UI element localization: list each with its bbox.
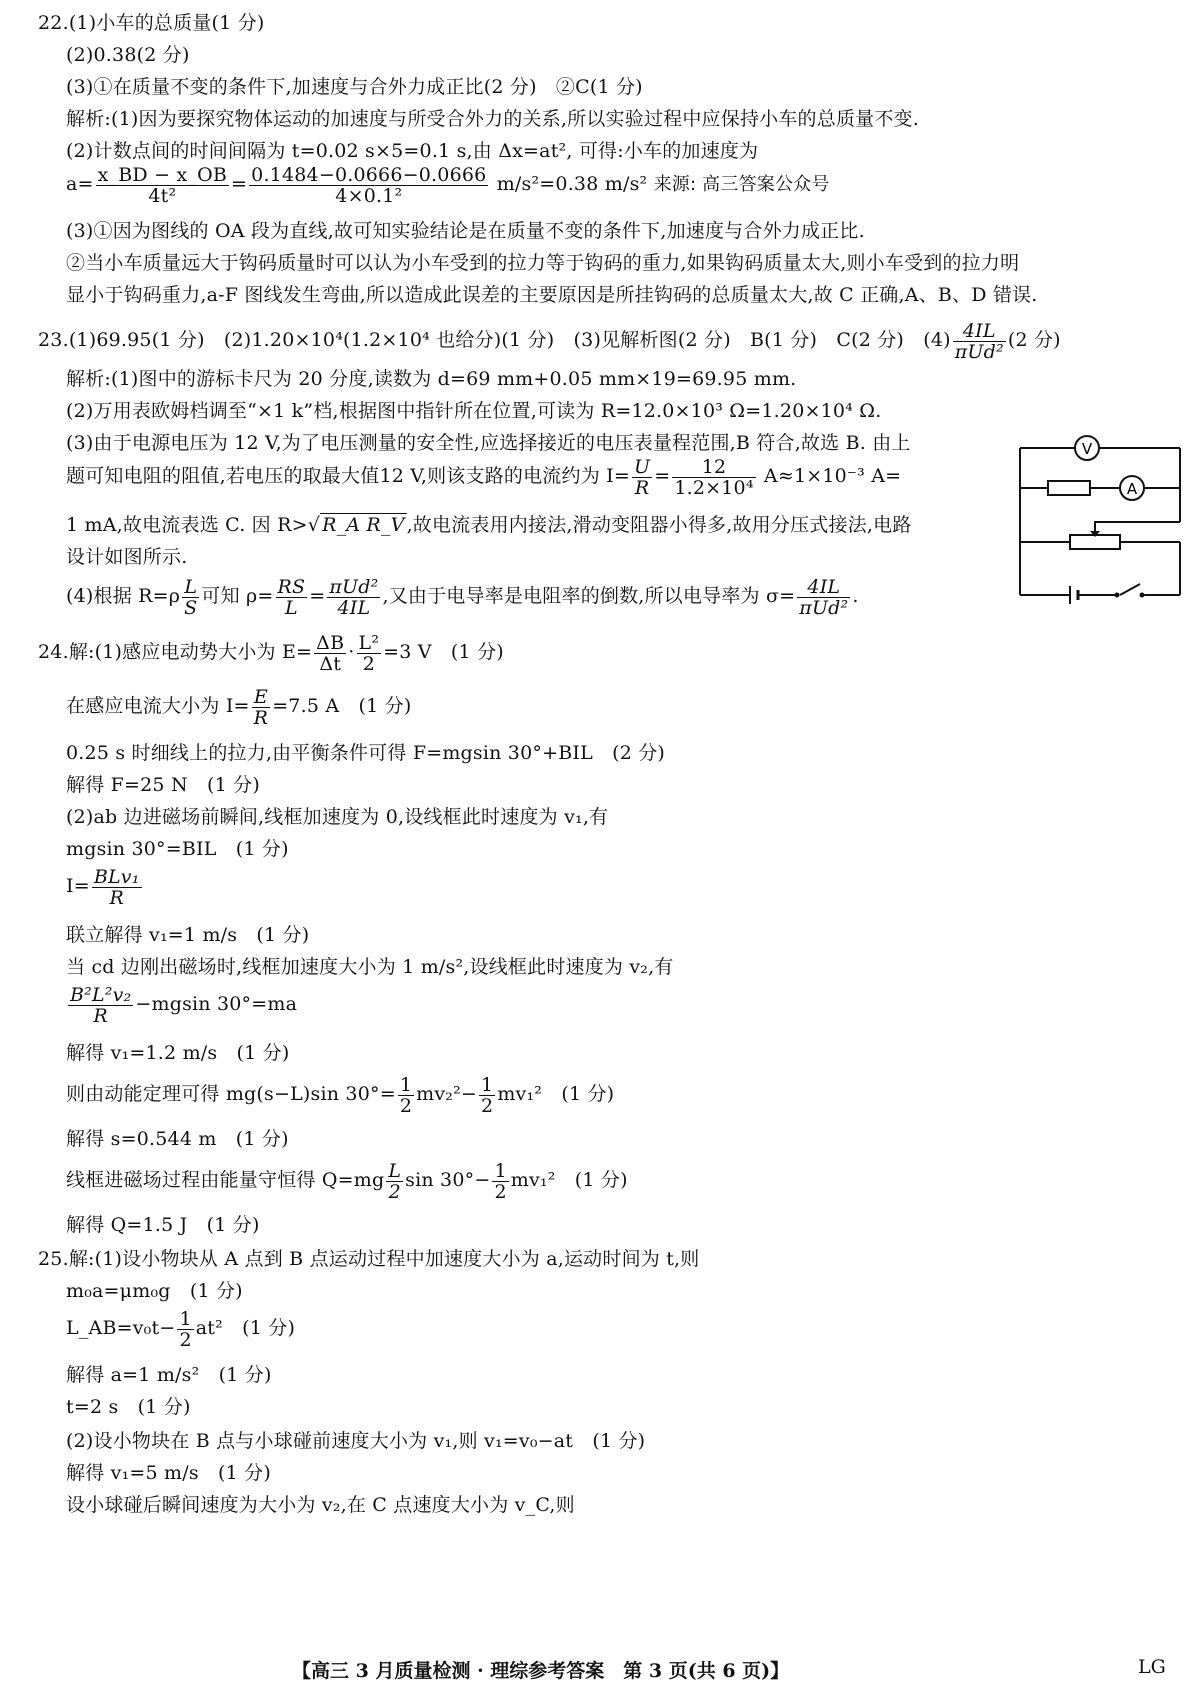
q24-frac-half-3-den: 2	[494, 1180, 507, 1203]
q24-l14-b: sin 30°−	[405, 1169, 491, 1191]
q24-frac-l2-num: L²	[358, 631, 380, 654]
q24-frac-db-dt-den: Δt	[319, 652, 342, 675]
voltmeter-label: V	[1081, 440, 1093, 458]
q24-l1-a: 24.解:(1)感应电动势大小为 E=	[38, 641, 313, 663]
footer-title: 【高三 3 月质量检测 · 理综参考答案 第 3 页(共 6 页)】	[292, 1660, 790, 1682]
q25-line-6: (2)设小物块在 B 点与小球碰前速度大小为 v₁,则 v₁=v₀−at (1 分)	[66, 1430, 646, 1452]
resistor-icon	[1048, 481, 1090, 495]
q24-l10-tail: −mgsin 30°=ma	[135, 993, 298, 1015]
q23-l8-a: (4)根据 R=ρ	[66, 585, 181, 607]
q23-line-8	[66, 576, 859, 618]
switch-contact	[1140, 593, 1145, 598]
circuit-diagram	[1010, 430, 1190, 610]
q22-line-3: (3)①在质量不变的条件下,加速度与合外力成正比(2 分) ②C(1 分)	[66, 76, 643, 98]
q22-line-5: (2)计数点间的时间间隔为 t=0.02 s×5=0.1 s,由 Δx=at², 可得:小车的加速度为	[66, 140, 759, 162]
q24-line-8: 联立解得 v₁=1 m/s (1 分)	[66, 924, 310, 946]
q23-l1-tail: (2 分)	[1007, 329, 1061, 351]
q24-frac-blv-num: BLv₁	[93, 865, 140, 888]
q24-line-12	[66, 1074, 614, 1116]
q22-l6-eq: =	[231, 173, 248, 195]
q24-frac-blv	[92, 867, 142, 908]
q24-line-9: 当 cd 边刚出磁场时,线框加速度大小为 1 m/s²,设线框此时速度为 v₂,有	[66, 956, 674, 978]
q22-line-6	[66, 164, 830, 206]
q22-frac-1	[96, 165, 229, 206]
q23-line-6	[66, 512, 912, 538]
q25-frac-half-num: 1	[179, 1307, 192, 1330]
q23-frac-answer-num: 4IL	[953, 321, 1006, 342]
q24-l14-a: 线框进磁场过程由能量守恒得 Q=mg	[66, 1169, 385, 1191]
q22-line-4: 解析:(1)因为要探究物体运动的加速度与所受合外力的关系,所以实验过程中应保持小车的总质量不变.	[66, 108, 919, 130]
q24-frac-db-dt-num: ΔB	[316, 631, 345, 654]
q25-line-1: 25.解:(1)设小物块从 A 点到 B 点运动过程中加速度大小为 a,运动时间为 t,则	[38, 1248, 700, 1270]
q24-frac-blv-den: R	[109, 886, 124, 909]
q23-frac-rho-den: 4IL	[337, 596, 371, 619]
q22-l6-tail: m/s²=0.38 m/s²	[496, 173, 648, 195]
q23-sqrt-content: R_A R_V	[322, 514, 405, 536]
q23-l8-eq: =	[309, 585, 326, 607]
q23-frac-rho	[327, 577, 380, 618]
q24-frac-db-dt	[314, 633, 346, 674]
q24-frac-er-num: E	[252, 687, 271, 708]
q23-frac-sigma-num: 4IL	[797, 577, 850, 598]
q23-line-3: (2)万用表欧姆档调至“×1 k”档,根据图中指针所在位置,可读为 R=12.0×10³ Ω=1.20×10⁴ Ω.	[66, 400, 882, 422]
q23-l6-a: 1 mA,故电流表选 C. 因 R>	[66, 514, 308, 536]
q24-l2-tail: =7.5 A (1 分)	[272, 695, 412, 717]
q25-line-8: 设小球碰后瞬间速度为大小为 v₂,在 C 点速度大小为 v_C,则	[66, 1494, 575, 1516]
q23-frac-rsl-num: RS	[277, 575, 306, 598]
q24-line-14	[66, 1160, 628, 1202]
q24-line-4: 解得 F=25 N (1 分)	[66, 774, 260, 796]
q24-line-2	[66, 686, 411, 728]
q23-frac-rho-num: πUd²	[329, 575, 379, 598]
q23-l8-b: 可知 ρ=	[201, 585, 274, 607]
q22-source-note: 来源: 高三答案公众号	[653, 174, 830, 195]
q24-frac-half-2-num: 1	[481, 1073, 494, 1096]
q24-frac-l2-den: 2	[362, 652, 375, 675]
q23-frac-ls	[182, 577, 199, 618]
q24-frac-half-1	[398, 1075, 414, 1116]
q24-frac-half-2	[479, 1075, 495, 1116]
q24-frac-half-1-den: 2	[399, 1094, 413, 1117]
q22-line-1: 22.(1)小车的总质量(1 分)	[38, 12, 265, 34]
q24-line-15: 解得 Q=1.5 J (1 分)	[66, 1214, 260, 1236]
q23-line-4: (3)由于电源电压为 12 V,为了电压测量的安全性,应选择接近的电压表量程范围,B 符合,故选 B. 由上	[66, 432, 911, 454]
q23-line-7: 设计如图所示.	[66, 546, 188, 568]
q23-l5-tail: A≈1×10⁻³ A=	[763, 465, 902, 487]
q23-frac-current-num: 12	[672, 457, 755, 478]
q23-line-2: 解析:(1)图中的游标卡尺为 20 分度,读数为 d=69 mm+0.05 mm×19=69.95 mm.	[66, 368, 797, 390]
q22-frac-2-den: 4×0.1²	[335, 184, 403, 207]
q23-line-1	[38, 320, 1061, 362]
q24-l12-tail: mv₁² (1 分)	[497, 1083, 615, 1105]
q23-frac-sigma-den: πUd²	[799, 596, 849, 619]
q24-frac-l-half-den: 2	[388, 1180, 401, 1203]
q22-line-7: (3)①因为图线的 OA 段为直线,故可知实验结论是在质量不变的条件下,加速度与合外力成正比.	[66, 220, 865, 242]
q22-frac-2	[249, 165, 488, 206]
q24-frac-b2l2v	[68, 985, 133, 1026]
q24-l2-a: 在感应电流大小为 I=	[66, 695, 250, 717]
q25-frac-half-den: 2	[179, 1328, 192, 1351]
q24-frac-l2	[357, 633, 382, 674]
q24-frac-half-3-num: 1	[494, 1159, 507, 1182]
switch-pivot	[1115, 593, 1120, 598]
q24-frac-half-3	[492, 1161, 508, 1202]
q22-line-9: 显小于钩码重力,a-F 图线发生弯曲,所以造成此误差的主要原因是所挂钩码的总质量太大,故 C 正确,A、B、D 错误.	[66, 284, 1038, 306]
q25-line-5: t=2 s (1 分)	[66, 1396, 191, 1418]
rheostat-icon	[1070, 535, 1120, 549]
q23-frac-ur-num: U	[633, 455, 651, 478]
q23-frac-rsl	[276, 577, 308, 618]
q23-l5-eq: =	[654, 465, 671, 487]
q23-l8-d: .	[852, 585, 859, 607]
q24-frac-half-1-num: 1	[399, 1073, 413, 1096]
q24-frac-l-half	[386, 1161, 403, 1202]
q24-l14-tail: mv₁² (1 分)	[510, 1169, 628, 1191]
q25-line-2: m₀a=μm₀g (1 分)	[66, 1280, 243, 1302]
q24-frac-er	[252, 687, 271, 728]
q23-frac-ur-den: R	[634, 476, 650, 499]
q22-l6-a: a=	[66, 173, 94, 195]
rheostat-slider-wire	[1095, 522, 1180, 533]
q22-line-8: ②当小车质量远大于钩码质量时可以认为小车受到的拉力等于钩码的重力,如果钩码质量太大,则小车受到的拉力明	[66, 252, 1020, 274]
q23-frac-ls-den: S	[184, 596, 198, 619]
q25-line-7: 解得 v₁=5 m/s (1 分)	[66, 1462, 271, 1484]
q24-line-5: (2)ab 边进磁场前瞬间,线框加速度为 0,设线框此时速度为 v₁,有	[66, 806, 609, 828]
q23-frac-answer	[953, 321, 1006, 362]
q24-frac-half-2-den: 2	[481, 1094, 494, 1117]
q22-frac-1-den: 4t²	[148, 184, 177, 207]
q23-l6-tail: ,故电流表用内接法,滑动变阻器小得多,故用分压式接法,电路	[406, 514, 912, 536]
q24-line-10	[66, 984, 297, 1026]
q25-frac-half	[177, 1309, 193, 1350]
q24-line-7	[66, 866, 144, 908]
q22-frac-2-num: 0.1484−0.0666−0.0666	[251, 163, 487, 186]
sqrt-symbol: √	[307, 514, 321, 536]
q25-line-3	[66, 1308, 295, 1350]
q24-line-1	[38, 632, 504, 674]
q22-frac-1-num: x_BD − x_OB	[97, 163, 228, 186]
q23-line-5	[66, 456, 901, 498]
q24-l12-b: mv₂²−	[416, 1083, 478, 1105]
q23-frac-ur	[632, 457, 652, 498]
q23-frac-current-den: 1.2×10⁴	[674, 476, 754, 499]
q23-frac-sigma	[797, 577, 850, 618]
q24-line-3: 0.25 s 时细线上的拉力,由平衡条件可得 F=mgsin 30°+BIL (2 分)	[66, 742, 666, 764]
q23-frac-ls-num: L	[182, 577, 199, 598]
q23-frac-rsl-den: L	[284, 596, 298, 619]
q25-l3-a: L_AB=v₀t−	[66, 1317, 176, 1339]
q24-frac-b2l2v-den: R	[93, 1004, 108, 1027]
q24-l12-a: 则由动能定理可得 mg(s−L)sin 30°=	[66, 1083, 396, 1105]
q23-l1-text: 23.(1)69.95(1 分) (2)1.20×10⁴(1.2×10⁴ 也给分)(1 分) (3)见解析图(2 分) B(1 分) C(2 分) (4)	[38, 329, 951, 351]
footer-code: LG	[1138, 1656, 1166, 1678]
q23-l8-c: ,又由于电导率是电阻率的倒数,所以电导率为 σ=	[382, 585, 796, 607]
q24-l7-a: I=	[66, 875, 90, 897]
q23-frac-current	[672, 457, 755, 498]
q25-line-4: 解得 a=1 m/s² (1 分)	[66, 1364, 272, 1386]
switch-icon	[1120, 584, 1140, 595]
q24-frac-l-half-num: L	[388, 1159, 402, 1182]
q23-l5-a: 题可知电阻的阻值,若电压的取最大值12 V,则该支路的电流约为 I=	[66, 465, 630, 487]
q23-frac-answer-den: πUd²	[954, 340, 1004, 363]
ammeter-label: A	[1126, 480, 1138, 498]
q24-frac-er-den: R	[253, 706, 269, 729]
q24-line-13: 解得 s=0.544 m (1 分)	[66, 1128, 289, 1150]
q24-l1-tail: =3 V (1 分)	[383, 641, 504, 663]
q24-line-11: 解得 v₁=1.2 m/s (1 分)	[66, 1042, 290, 1064]
q24-line-6: mgsin 30°=BIL (1 分)	[66, 838, 289, 860]
q24-l1-b: ·	[348, 641, 355, 663]
q24-frac-b2l2v-num: B²L²v₂	[70, 983, 132, 1006]
q22-line-2: (2)0.38(2 分)	[66, 44, 190, 66]
q25-l3-tail: at² (1 分)	[195, 1317, 296, 1339]
